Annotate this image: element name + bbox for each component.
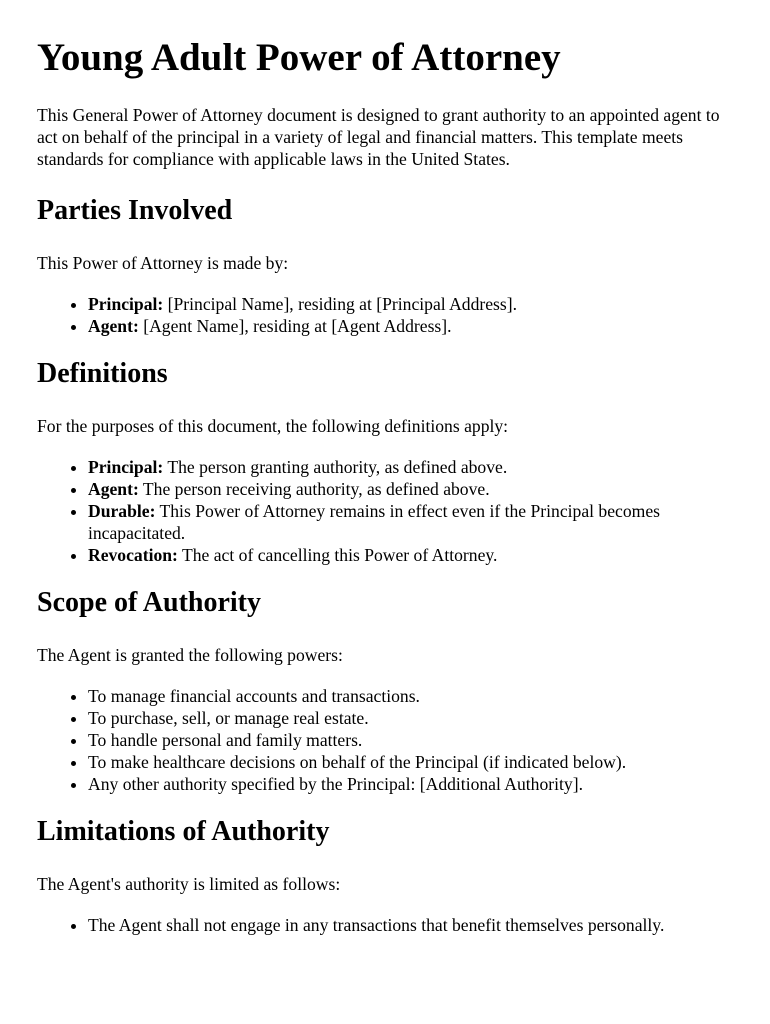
document-title: Young Adult Power of Attorney [37, 36, 561, 79]
parties-heading: Parties Involved [37, 195, 233, 226]
list-item [88, 478, 734, 500]
term-text: [Principal Name], residing at [Principal Address]. [163, 294, 518, 314]
definitions-list [37, 456, 734, 566]
list-item: • To purchase, sell, or manage real estate. [88, 707, 734, 729]
list-item: • To handle personal and family matters. [88, 729, 734, 751]
list-item: • Any other authority specified by the Principal: [Additional Authority]. [88, 773, 734, 795]
list-item [88, 500, 734, 544]
scope-list [37, 685, 734, 795]
term-text: The person receiving authority, as defined above. [138, 479, 490, 499]
term-label: Revocation: [88, 545, 178, 565]
list-item: • To manage financial accounts and transactions. [88, 685, 734, 707]
list-item: • The Agent shall not engage in any transactions that benefit themselves personally. [88, 914, 734, 936]
term-text: This Power of Attorney remains in effect even if the Principal becomes incapacitated. [88, 501, 660, 543]
term-text: The act of cancelling this Power of Attorney. [177, 545, 498, 565]
definitions-section [37, 357, 734, 566]
definitions-heading: Definitions [37, 358, 168, 389]
definitions-lead: For the purposes of this document, the following definitions apply: [37, 416, 509, 436]
term-text: The person granting authority, as defined above. [163, 457, 508, 477]
scope-section [37, 586, 734, 795]
scope-heading: Scope of Authority [37, 587, 261, 618]
parties-lead: This Power of Attorney is made by: [37, 253, 289, 273]
term-label: Principal: [88, 457, 164, 477]
limitations-lead: The Agent's authority is limited as follows: [37, 874, 341, 894]
parties-section [37, 194, 734, 337]
term-label: Principal: [88, 294, 164, 314]
term-label: Durable: [88, 501, 156, 521]
term-text: [Agent Name], residing at [Agent Address]. [138, 316, 452, 336]
list-item [88, 456, 734, 478]
intro-paragraph: This General Power of Attorney document is designed to grant authority to an appointed agent to act on behalf of the principal in a variety of legal and financial matters. This template meets standards for compliance with applicable laws in the United States. [37, 105, 720, 169]
limitations-heading: Limitations of Authority [37, 816, 330, 847]
list-item [88, 293, 734, 315]
parties-list [37, 293, 734, 337]
term-label: Agent: [88, 479, 139, 499]
scope-lead: The Agent is granted the following powers: [37, 645, 343, 665]
list-item [88, 544, 734, 566]
list-item: • To make healthcare decisions on behalf of the Principal (if indicated below). [88, 751, 734, 773]
list-item [88, 315, 734, 337]
limitations-section [37, 815, 734, 936]
limitations-list [37, 914, 734, 936]
term-label: Agent: [88, 316, 139, 336]
